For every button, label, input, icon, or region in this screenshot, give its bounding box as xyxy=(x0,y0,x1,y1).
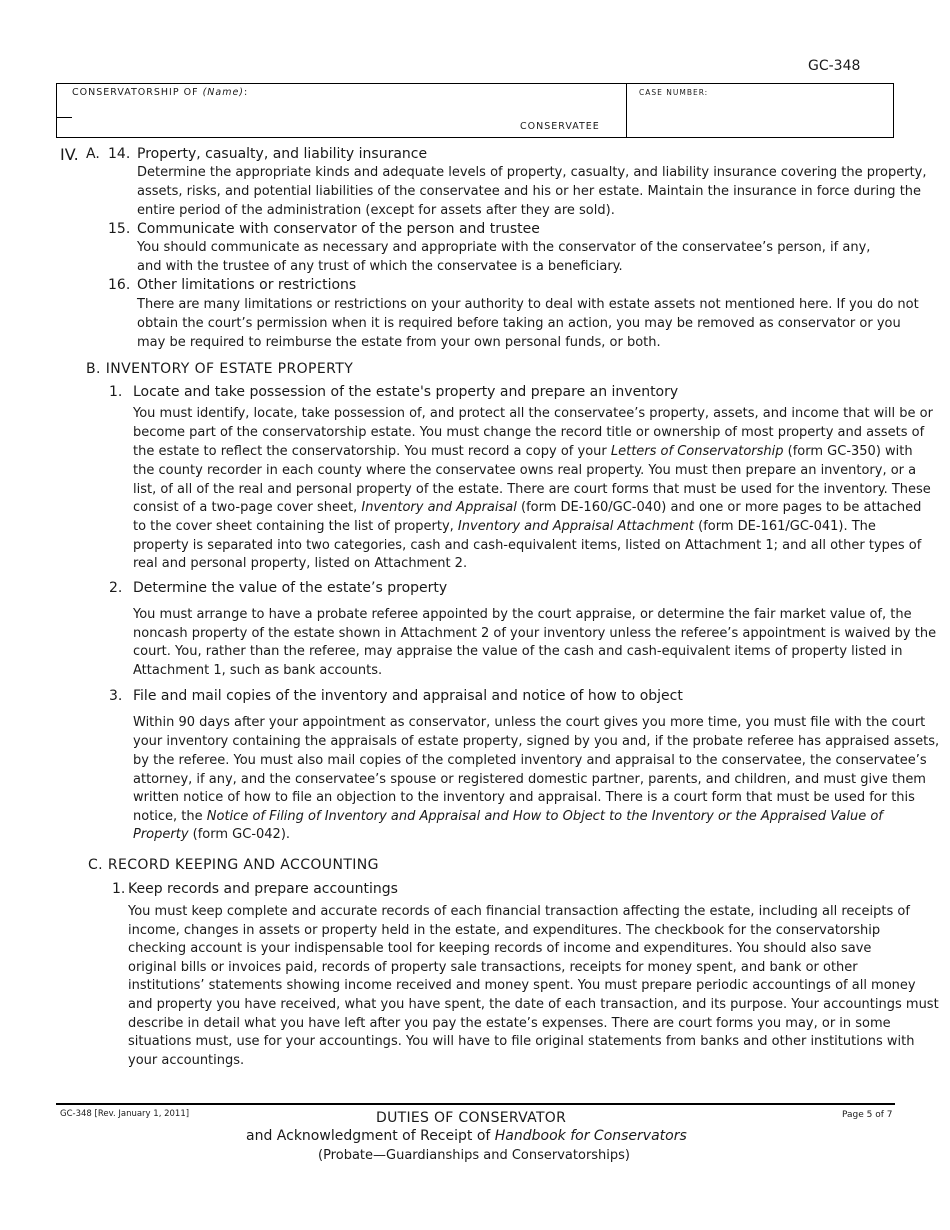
item-15-line: and with the trustee of any trust of which the conservatee is a beneficiary. xyxy=(137,259,623,274)
b-item-3-line: Property (form GC-042). xyxy=(133,827,291,842)
item-16-number: 16. xyxy=(108,277,131,293)
b-item-1-line: real and personal property, listed on Attachment 2. xyxy=(133,556,468,571)
b-item-1-number: 1. xyxy=(109,384,123,400)
c-item-1-line: describe in detail what you have left after you pay the estate’s expenses. There are court forms you may, or in some xyxy=(128,1016,891,1031)
conservatee-label: CONSERVATEE xyxy=(520,121,600,132)
b-item-1-line: become part of the conservatorship estate. You must change the record title or ownership of most property and assets of xyxy=(133,425,925,440)
b-item-1-line: the estate to reflect the conservatorship. You must record a copy of your Letters of Conservatorship (form GC-350) with xyxy=(133,444,913,459)
b-item-2-line: Attachment 1, such as bank accounts. xyxy=(133,663,383,678)
footer-rule xyxy=(56,1103,895,1105)
item-15-title: Communicate with conservator of the person and trustee xyxy=(137,221,540,237)
c-item-1-line: situations must, use for your accountings. You will have to file original statements from banks and other institutions with xyxy=(128,1034,915,1049)
c-item-1-line: institutions’ statements showing income received and money spent. You must prepare periodic accountings of all money xyxy=(128,978,916,993)
c-item-1-number: 1. xyxy=(112,881,126,897)
footer-title: DUTIES OF CONSERVATOR xyxy=(376,1110,567,1126)
b-item-1-line: the county recorder in each county where the conservatee owns real property. You must then prepare an inventory, or a xyxy=(133,463,917,478)
item-16-line: obtain the court’s permission when it is required before taking an action, you may be removed as conservator or you xyxy=(137,316,901,331)
footer-subtitle-2: (Probate—Guardianships and Conservatorships) xyxy=(318,1148,631,1163)
b-item-2-line: noncash property of the estate shown in Attachment 2 of your inventory unless the referee’s appointment is waived by the xyxy=(133,626,937,641)
b-item-3-line: attorney, if any, and the conservatee’s spouse or registered domestic partner, parents, and children, and must give them xyxy=(133,772,926,787)
section-b-heading: B. INVENTORY OF ESTATE PROPERTY xyxy=(86,361,354,377)
section-letter: A. xyxy=(86,146,100,162)
item-15-number: 15. xyxy=(108,221,131,237)
item-14-line: assets, risks, and potential liabilities of the conservatee and his or her estate. Maintain the insurance in force during the xyxy=(137,184,922,199)
name-underline xyxy=(56,117,72,118)
b-item-3-line: written notice of how to file an objection to the inventory and appraisal. There is a court form that must be used for this xyxy=(133,790,915,805)
c-item-1-line: your accountings. xyxy=(128,1053,245,1068)
item-16-line: may be required to reimburse the estate from your own personal funds, or both. xyxy=(137,335,661,350)
b-item-2-title: Determine the value of the estate’s property xyxy=(133,580,448,596)
b-item-1-line: You must identify, locate, take possession of, and protect all the conservatee’s property, assets, and income that will be or xyxy=(133,406,933,421)
item-16-line: There are many limitations or restrictions on your authority to deal with estate assets not mentioned here. If you do not xyxy=(137,297,919,312)
c-item-1-line: checking account is your indispensable tool for keeping records of income and expenditures. You should also save xyxy=(128,941,872,956)
item-14-number: 14. xyxy=(108,146,131,162)
footer-subtitle: and Acknowledgment of Receipt of Handbook for Conservators xyxy=(246,1128,687,1144)
b-item-1-line: list, of all of the real and personal property of the estate. There are court forms that must be used for the inventory. These xyxy=(133,482,931,497)
c-item-1-line: and property you have received, what you have spent, the date of each transaction, and its purpose. Your accountings must xyxy=(128,997,939,1012)
b-item-1-line: property is separated into two categories, cash and cash-equivalent items, listed on Attachment 1; and all other types of xyxy=(133,538,922,553)
b-item-3-title: File and mail copies of the inventory and appraisal and notice of how to object xyxy=(133,688,683,704)
c-item-1-line: You must keep complete and accurate records of each financial transaction affecting the estate, including all receipts of xyxy=(128,904,910,919)
b-item-3-line: your inventory containing the appraisals of estate property, signed by you and, if the probate referee has appraised assets, xyxy=(133,734,940,749)
b-item-3-line: by the referee. You must also mail copies of the completed inventory and appraisal to the conservatee, the conservatee’s xyxy=(133,753,927,768)
c-item-1-line: original bills or invoices paid, records of property sale transactions, receipts for money spent, and bank or other xyxy=(128,960,858,975)
c-item-1-title: Keep records and prepare accountings xyxy=(128,881,398,897)
caption-divider xyxy=(626,84,627,137)
item-15-line: You should communicate as necessary and appropriate with the conservator of the conservatee’s person, if any, xyxy=(137,240,871,255)
b-item-2-line: court. You, rather than the referee, may appraise the value of the cash and cash-equivalent items of property listed in xyxy=(133,644,903,659)
footer-revision: GC-348 [Rev. January 1, 2011] xyxy=(60,1109,190,1119)
conservatorship-name-label: CONSERVATORSHIP OF (Name): xyxy=(72,87,249,98)
section-c-heading: C. RECORD KEEPING AND ACCOUNTING xyxy=(88,857,379,873)
footer-page-number: Page 5 of 7 xyxy=(842,1110,893,1120)
section-roman: IV. xyxy=(60,145,79,164)
item-14-line: Determine the appropriate kinds and adequate levels of property, casualty, and liability insurance covering the property, xyxy=(137,165,927,180)
item-16-title: Other limitations or restrictions xyxy=(137,277,357,293)
b-item-2-line: You must arrange to have a probate referee appointed by the court appraise, or determine the fair market value of, the xyxy=(133,607,912,622)
b-item-1-line: to the cover sheet containing the list of property, Inventory and Appraisal Attachment (form DE-161/GC-041). The xyxy=(133,519,876,534)
b-item-1-line: consist of a two-page cover sheet, Inventory and Appraisal (form DE-160/GC-040) and one or more pages to be attached xyxy=(133,500,922,515)
caption-box xyxy=(56,83,894,138)
b-item-3-line: Within 90 days after your appointment as conservator, unless the court gives you more time, you must file with the court xyxy=(133,715,926,730)
c-item-1-line: income, changes in assets or property held in the estate, and expenditures. The checkbook for the conservatorship xyxy=(128,923,881,938)
form-number: GC-348 xyxy=(808,58,861,74)
b-item-2-number: 2. xyxy=(109,580,123,596)
item-14-title: Property, casualty, and liability insurance xyxy=(137,146,428,162)
b-item-3-number: 3. xyxy=(109,688,123,704)
case-number-label: CASE NUMBER: xyxy=(639,88,709,97)
b-item-1-title: Locate and take possession of the estate's property and prepare an inventory xyxy=(133,384,679,400)
item-14-line: entire period of the administration (except for assets after they are sold). xyxy=(137,203,615,218)
b-item-3-line: notice, the Notice of Filing of Inventory and Appraisal and How to Object to the Inventory or the Appraised Value of xyxy=(133,809,883,824)
